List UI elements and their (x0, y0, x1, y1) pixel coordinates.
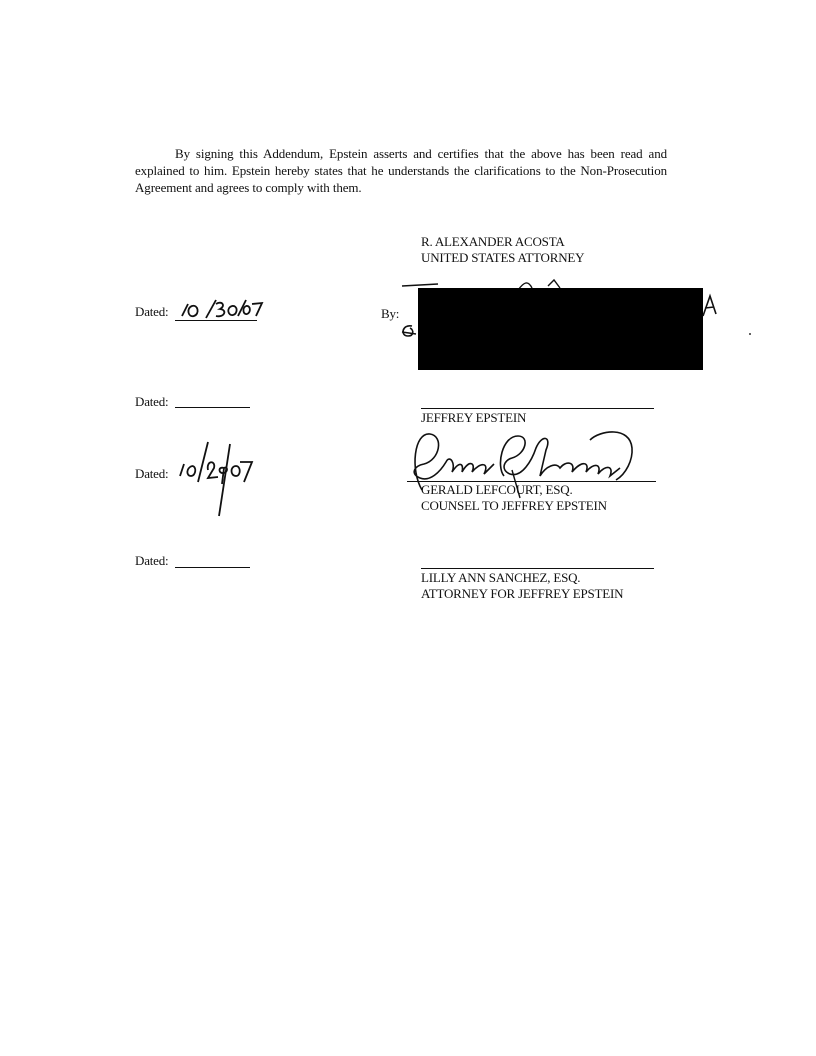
dated-label-government: Dated: (135, 304, 169, 319)
dated-label-sanchez: Dated: (135, 553, 169, 568)
signer-role-lefcourt: COUNSEL TO JEFFREY EPSTEIN (421, 498, 607, 513)
signer-name-lefcourt: GERALD LEFCOURT, ESQ. (421, 482, 573, 497)
signature-line-sanchez (421, 568, 654, 569)
us-attorney-name: R. ALEXANDER ACOSTA (421, 234, 565, 249)
by-label: By: (381, 306, 400, 321)
redaction-box (418, 288, 703, 370)
dated-line-epstein (175, 407, 250, 408)
us-attorney-title: UNITED STATES ATTORNEY (421, 250, 585, 265)
signer-role-sanchez: ATTORNEY FOR JEFFREY EPSTEIN (421, 586, 624, 601)
dated-label-counsel: Dated: (135, 466, 169, 481)
dated-line-sanchez (175, 567, 250, 568)
signer-name-sanchez: LILLY ANN SANCHEZ, ESQ. (421, 570, 581, 585)
signature-line-epstein (421, 408, 654, 409)
signature-fragment-left (398, 322, 418, 340)
handwritten-date-counsel (172, 436, 256, 520)
scan-speck (749, 333, 751, 335)
dated-line-government (175, 320, 257, 321)
certification-text: By signing this Addendum, Epstein asserts and certifies that the above has been read and explained to him. Epstein hereby states that he understands the clarifications to the Non-Prosecution Agreement and agrees to comply with them. (135, 146, 667, 195)
handwritten-date-government (176, 296, 266, 326)
certification-paragraph (135, 145, 667, 196)
signature-fragment-right (700, 294, 720, 318)
dated-label-epstein: Dated: (135, 394, 169, 409)
signer-name-epstein: JEFFREY EPSTEIN (421, 410, 527, 425)
